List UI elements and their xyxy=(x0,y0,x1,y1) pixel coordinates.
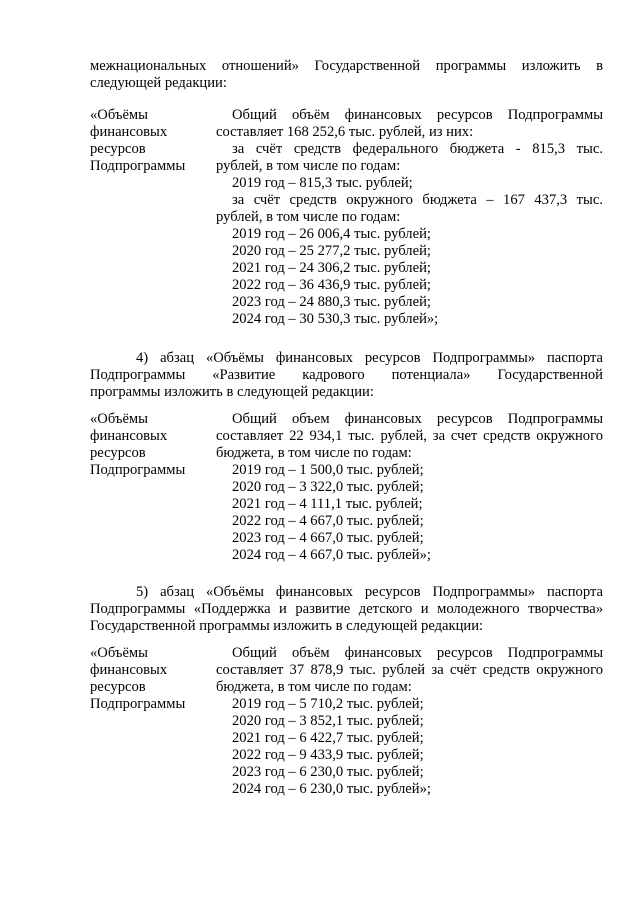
body-line: 2023 год – 24 880,3 тыс. рублей; xyxy=(232,294,431,310)
funding-block-2 xyxy=(90,411,603,564)
label-line: «Объёмы xyxy=(90,411,148,427)
label-line: Подпрограммы xyxy=(90,158,186,174)
label-line: «Объёмы xyxy=(90,645,148,661)
body-line: Общий объем финансовых ресурсов Подпрограммы xyxy=(232,411,603,427)
body-line: 2024 год – 30 530,3 тыс. рублей»; xyxy=(232,311,439,327)
funding-block-3 xyxy=(90,645,603,798)
body-line: 2022 год – 36 436,9 тыс. рублей; xyxy=(232,277,431,293)
body-line: бюджета, в том числе по годам: xyxy=(216,679,412,695)
paragraph-5 xyxy=(90,584,603,635)
paragraph-4-line-2: Подпрограммы «Развитие кадрового потенциала» Государственной xyxy=(90,367,603,383)
paragraph-5-line-1: 5) абзац «Объёмы финансовых ресурсов Подпрограммы» паспорта xyxy=(136,584,603,600)
body-line: составляет 22 934,1 тыс. рублей, за счет средств окружного xyxy=(216,428,603,444)
intro-paragraph xyxy=(90,58,603,92)
body-line: Общий объём финансовых ресурсов Подпрограммы xyxy=(232,107,603,123)
paragraph-5-line-3: Государственной программы изложить в следующей редакции: xyxy=(90,618,484,634)
label-line: Подпрограммы xyxy=(90,462,186,478)
body-line: 2019 год – 26 006,4 тыс. рублей; xyxy=(232,226,431,242)
body-line: рублей, в том числе по годам: xyxy=(216,158,401,174)
label-line: Подпрограммы xyxy=(90,696,186,712)
body-line: 2023 год – 4 667,0 тыс. рублей; xyxy=(232,530,424,546)
funding-block-3-body xyxy=(216,645,603,798)
body-line: 2024 год – 4 667,0 тыс. рублей»; xyxy=(232,547,431,563)
body-line: 2021 год – 24 306,2 тыс. рублей; xyxy=(232,260,431,276)
paragraph-4-line-3: программы изложить в следующей редакции: xyxy=(90,384,374,400)
funding-block-1-label xyxy=(90,107,216,328)
label-line: финансовых xyxy=(90,124,168,140)
body-line: 2020 год – 25 277,2 тыс. рублей; xyxy=(232,243,431,259)
body-line: 2024 год – 6 230,0 тыс. рублей»; xyxy=(232,781,431,797)
label-line: ресурсов xyxy=(90,445,146,461)
body-line: 2020 год – 3 322,0 тыс. рублей; xyxy=(232,479,424,495)
body-line: за счёт средств окружного бюджета – 167 437,3 тыс. xyxy=(232,192,603,208)
funding-block-2-label xyxy=(90,411,216,564)
body-line: составляет 168 252,6 тыс. рублей, из них: xyxy=(216,124,474,140)
body-line: 2022 год – 9 433,9 тыс. рублей; xyxy=(232,747,424,763)
funding-block-1 xyxy=(90,107,603,328)
funding-block-2-body xyxy=(216,411,603,564)
funding-block-3-label xyxy=(90,645,216,798)
body-line: за счёт средств федерального бюджета - 815,3 тыс. xyxy=(232,141,603,157)
body-line: 2019 год – 1 500,0 тыс. рублей; xyxy=(232,462,424,478)
label-line: ресурсов xyxy=(90,679,146,695)
paragraph-5-line-2: Подпрограммы «Поддержка и развитие детского и молодежного творчества» xyxy=(90,601,603,617)
body-line: 2021 год – 4 111,1 тыс. рублей; xyxy=(232,496,423,512)
body-line: 2019 год – 5 710,2 тыс. рублей; xyxy=(232,696,424,712)
paragraph-4-line-1: 4) абзац «Объёмы финансовых ресурсов Подпрограммы» паспорта xyxy=(136,350,603,366)
label-line: финансовых xyxy=(90,662,168,678)
body-line: Общий объём финансовых ресурсов Подпрограммы xyxy=(232,645,603,661)
label-line: ресурсов xyxy=(90,141,146,157)
body-line: 2019 год – 815,3 тыс. рублей; xyxy=(232,175,413,191)
paragraph-4 xyxy=(90,350,603,401)
label-line: финансовых xyxy=(90,428,168,444)
body-line: 2023 год – 6 230,0 тыс. рублей; xyxy=(232,764,424,780)
intro-line-2: следующей редакции: xyxy=(90,75,227,91)
body-line: 2022 год – 4 667,0 тыс. рублей; xyxy=(232,513,424,529)
body-line: бюджета, в том числе по годам: xyxy=(216,445,412,461)
body-line: рублей, в том числе по годам: xyxy=(216,209,401,225)
body-line: 2021 год – 6 422,7 тыс. рублей; xyxy=(232,730,424,746)
label-line: «Объёмы xyxy=(90,107,148,123)
intro-line-1: межнациональных отношений» Государственной программы изложить в xyxy=(90,58,603,74)
funding-block-1-body xyxy=(216,107,603,328)
body-line: составляет 37 878,9 тыс. рублей за счёт средств окружного xyxy=(216,662,603,678)
body-line: 2020 год – 3 852,1 тыс. рублей; xyxy=(232,713,424,729)
